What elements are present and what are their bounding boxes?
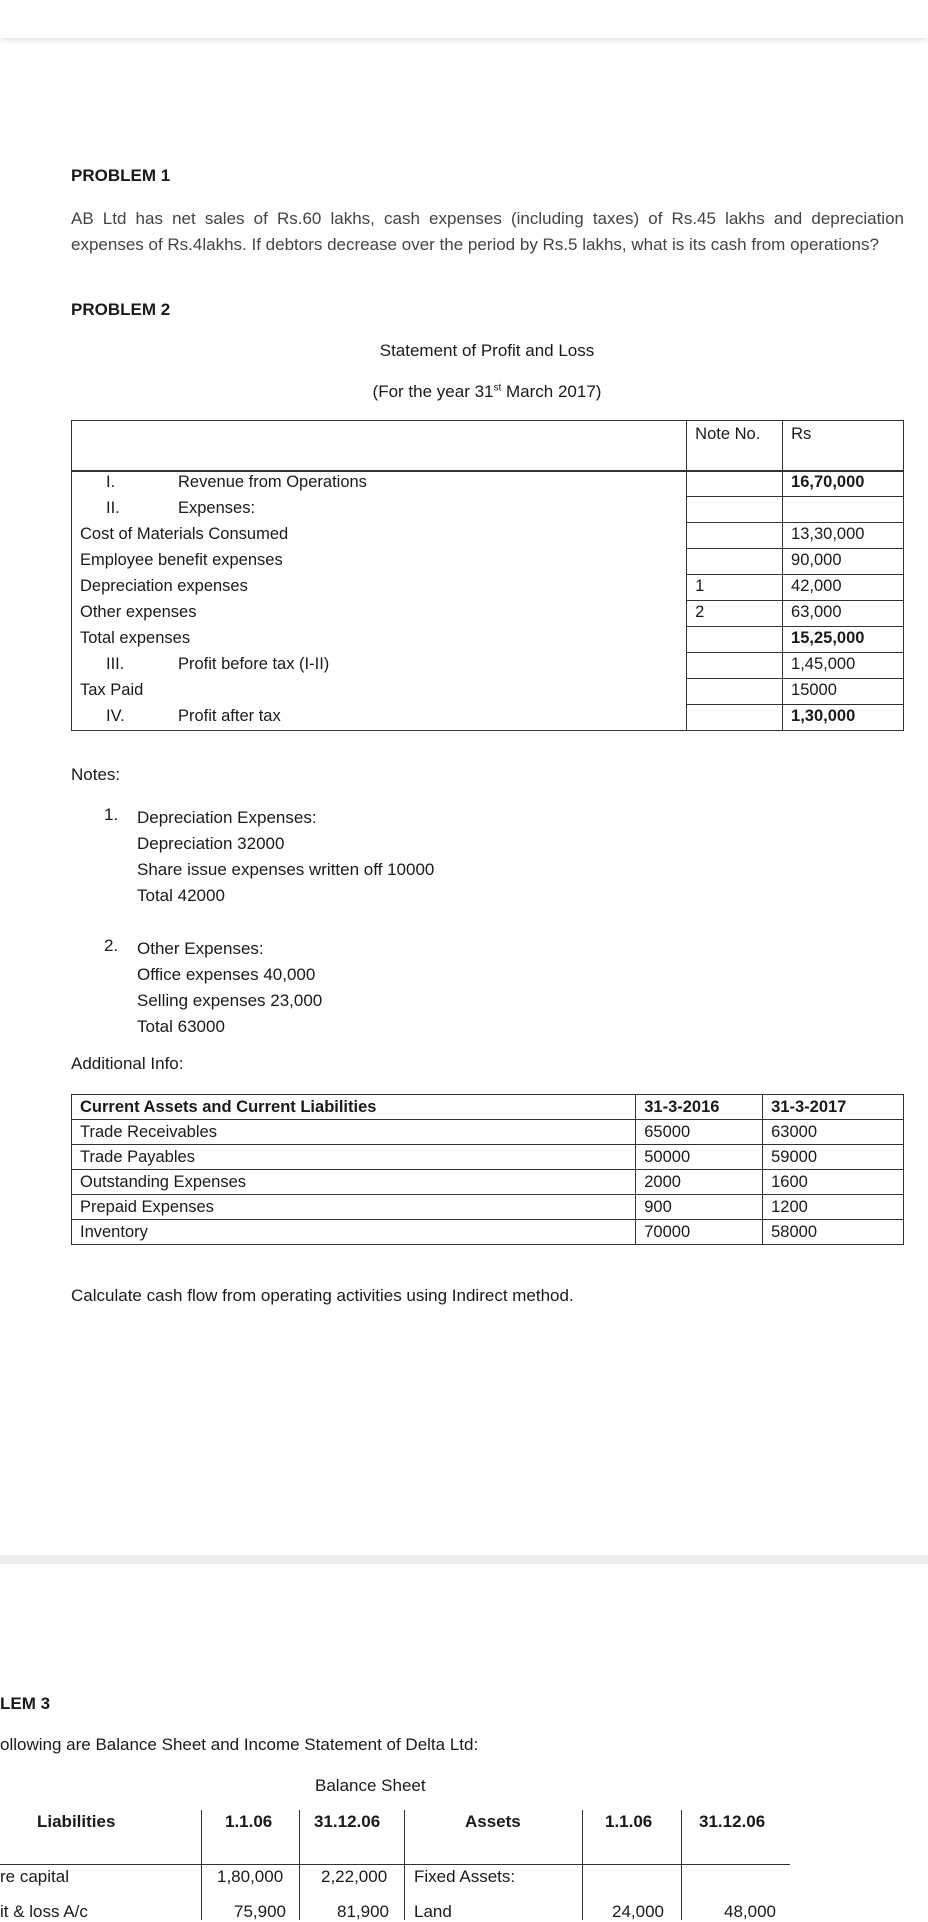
statement-period: (For the year 31st March 2017) [372,382,602,401]
pl-header-note: Note No. [687,421,783,472]
pl-row [72,471,904,497]
bs-row-value: 24,000 [612,1902,664,1921]
ca-row [72,1170,904,1195]
pl-row [72,627,904,653]
pl-row-note [687,653,783,679]
pl-row-note: 2 [687,601,783,627]
pl-row-label-cell [72,705,687,731]
note-2-line: Selling expenses 23,000 [137,991,323,1010]
bs-header-1106: 1.1.06 [225,1812,273,1831]
pl-row-label: Cost of Materials Consumed [80,524,289,543]
profit-loss-table [71,420,904,472]
ca-row-label: Trade Payables [72,1145,636,1170]
pl-row-label-cell [72,471,687,497]
bs-row-value: 75,900 [234,1902,286,1921]
bs-header-assets-311206: 31.12.06 [699,1812,766,1831]
bs-row-value: 2,22,000 [321,1867,388,1886]
pl-row-amount: 15,25,000 [783,627,904,653]
ca-row-label: Prepaid Expenses [72,1195,636,1220]
pl-row [72,523,904,549]
pl-row-label: Profit before tax (I-II) [178,654,330,673]
ca-header-2016: 31-3-2016 [636,1095,763,1120]
pl-row-label: Total expenses [80,628,191,647]
pl-row-note: 1 [687,575,783,601]
pl-row-label-cell [72,523,687,549]
ca-row-value: 2000 [636,1170,763,1195]
pl-row-label-cell [72,497,687,523]
pl-row-label: Other expenses [80,602,197,621]
note-2-line: Office expenses 40,000 [137,965,316,984]
pl-row-label-cell [72,627,687,653]
pl-row-number: III. [106,654,125,673]
pl-row-amount: 16,70,000 [783,471,904,497]
note-1 [137,805,434,909]
bs-row-value: 81,900 [337,1902,389,1921]
pl-row-amount: 13,30,000 [783,523,904,549]
pl-row-label: Profit after tax [178,706,281,725]
pl-row-label: Expenses: [178,498,256,517]
pl-row-note [687,549,783,575]
balance-sheet-title: Balance Sheet [315,1776,426,1795]
note-1-number: 1. [104,805,119,824]
pl-header-row [72,421,904,472]
ca-row-label: Trade Receivables [72,1120,636,1145]
bs-header-assets-1106: 1.1.06 [605,1812,653,1831]
pl-row-amount: 1,30,000 [783,705,904,731]
current-assets-table [71,1094,904,1245]
note-2-title: Other Expenses: [137,939,264,958]
problem2-question: Calculate cash flow from operating activities using Indirect method. [71,1286,574,1305]
pl-row-label-cell [72,601,687,627]
ca-row-value: 70000 [636,1220,763,1245]
ca-row-label: Outstanding Expenses [72,1170,636,1195]
profit-loss-body [71,470,904,731]
ca-row [72,1195,904,1220]
ca-row-value: 1200 [763,1195,904,1220]
pl-row-amount: 15000 [783,679,904,705]
bs-header-liabilities: Liabilities [37,1812,116,1831]
pl-row-number: IV. [106,706,125,725]
bs-row-value: 1,80,000 [217,1867,284,1886]
note-1-title: Depreciation Expenses: [137,808,317,827]
bs-divider [681,1810,682,1920]
pl-header-blank [72,421,687,472]
pl-row-label: Revenue from Operations [178,473,367,491]
ca-row [72,1220,904,1245]
pl-row-label: Depreciation expenses [80,576,248,595]
ca-row-label: Inventory [72,1220,636,1245]
note-2 [137,936,322,1040]
pl-row-note [687,471,783,497]
note-1-line: Depreciation 32000 [137,834,285,853]
pl-row-label-cell [72,575,687,601]
ca-row-value: 900 [636,1195,763,1220]
ca-header-row [72,1095,904,1120]
note-2-line: Total 63000 [137,1017,225,1036]
bs-divider [404,1810,405,1920]
bs-header-311206: 31.12.06 [314,1812,381,1831]
ca-row-value: 63000 [763,1120,904,1145]
page-gap [0,1555,928,1564]
pl-row-note [687,705,783,731]
pl-row-label-cell [72,679,687,705]
note-1-line: Share issue expenses written off 10000 [137,860,435,879]
problem3-heading: LEM 3 [0,1694,51,1713]
pl-row-number: II. [106,498,120,517]
bs-row-label: re capital [0,1867,69,1886]
note-2-number: 2. [104,936,119,955]
bs-header-rule [0,1864,790,1865]
additional-info-heading: Additional Info: [71,1054,184,1073]
bs-divider [299,1810,300,1920]
pl-row-note [687,523,783,549]
bs-header-assets: Assets [465,1812,521,1831]
notes-heading: Notes: [71,765,121,784]
pl-row-amount: 90,000 [783,549,904,575]
bs-row-value: 48,000 [724,1902,776,1921]
statement-title: Statement of Profit and Loss [379,341,595,360]
pl-row-label: Employee benefit expenses [80,550,283,569]
ca-row-value: 58000 [763,1220,904,1245]
pl-row-amount: 42,000 [783,575,904,601]
bs-row-label: it & loss A/c [0,1902,88,1921]
problem1-text: AB Ltd has net sales of Rs.60 lakhs, cash expenses (including taxes) of Rs.45 lakhs and depreciation expenses of Rs.4lakhs. If debtors decrease over the period by Rs.5 lakhs, what is its cash from operations? [71,209,904,254]
pl-row [72,679,904,705]
problem2-heading: PROBLEM 2 [71,300,171,319]
pl-row-label-cell [72,549,687,575]
pl-header-rs: Rs [783,421,904,472]
pl-row-amount: 1,45,000 [783,653,904,679]
ca-row [72,1145,904,1170]
pl-row-label-cell [72,653,687,679]
ca-row-value: 59000 [763,1145,904,1170]
ca-row-value: 65000 [636,1120,763,1145]
pl-row-note [687,497,783,523]
top-bar [0,0,928,38]
pl-row [72,705,904,731]
pl-row [72,601,904,627]
note-1-line: Total 42000 [137,886,225,905]
pl-row-note [687,679,783,705]
ca-row [72,1120,904,1145]
pl-row [72,497,904,523]
bs-row-asset: Land [414,1902,452,1921]
pl-row-label: Tax Paid [80,680,144,699]
bs-divider [201,1810,202,1920]
ca-row-value: 1600 [763,1170,904,1195]
pl-row-note [687,627,783,653]
ca-header-label: Current Assets and Current Liabilities [72,1095,636,1120]
problem3-intro: ollowing are Balance Sheet and Income Statement of Delta Ltd: [0,1735,479,1754]
pl-row [72,575,904,601]
problem1-heading: PROBLEM 1 [71,166,171,185]
pl-row-amount [783,497,904,523]
pl-row-number: I. [106,473,116,491]
ca-header-2017: 31-3-2017 [763,1095,904,1120]
pl-row [72,549,904,575]
pl-row [72,653,904,679]
bs-row-asset: Fixed Assets: [414,1867,516,1886]
bs-divider [582,1810,583,1920]
pl-row-amount: 63,000 [783,601,904,627]
ca-row-value: 50000 [636,1145,763,1170]
